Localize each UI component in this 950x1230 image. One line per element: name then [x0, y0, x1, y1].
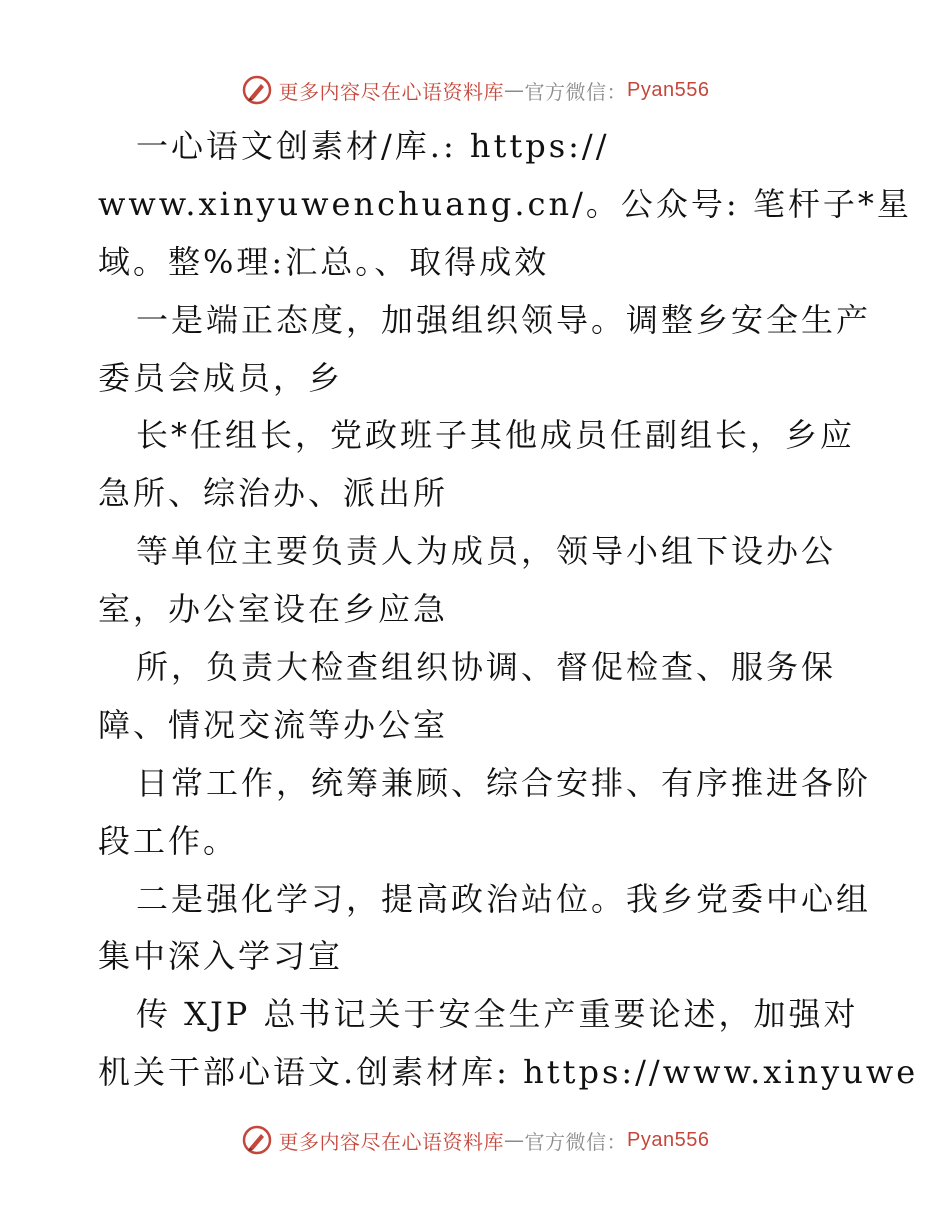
text-line: 日常工作，统筹兼顾、综合安排、有序推进各阶	[136, 763, 872, 802]
text-line: 传 XJP 总书记关于安全生产重要论述，加强对	[136, 995, 859, 1034]
document-body	[98, 118, 919, 1102]
pen-logo-icon	[241, 1124, 273, 1156]
banner-account: Pyan556	[627, 1128, 710, 1151]
banner-separator: —	[504, 1128, 525, 1152]
text-line: 段工作。	[98, 821, 239, 860]
banner-brand: 更多内容尽在心语资料库	[278, 79, 505, 104]
banner-wechat-label: 官方微信：	[524, 1129, 628, 1154]
text-line: 长*任组长，党政班子其他成员任副组长，乡应	[136, 416, 856, 455]
text-line: 二是强化学习，提高政治站位。我乡党委中心组	[136, 879, 872, 918]
pen-logo-icon	[241, 74, 273, 106]
banner-wechat-label: 官方微信：	[524, 79, 628, 104]
text-line: 急所、综治办、派出所	[98, 474, 449, 513]
footer-banner	[0, 1120, 950, 1160]
banner-account: Pyan556	[627, 78, 710, 101]
text-line: 等单位主要负责人为成员，领导小组下设办公	[136, 532, 837, 571]
header-banner	[0, 70, 950, 110]
text-line: 委员会成员，乡	[98, 358, 344, 397]
text-line: 所，负责大检查组织协调、督促检查、服务保	[136, 648, 837, 687]
banner-brand: 更多内容尽在心语资料库	[278, 1129, 505, 1154]
banner-separator: —	[504, 78, 525, 102]
text-line: 障、情况交流等办公室	[98, 705, 449, 744]
text-line: 一心语文创素材/库.: https://	[136, 127, 610, 165]
text-line: 一是端正态度，加强组织领导。调整乡安全生产	[136, 300, 872, 339]
text-line: 机关干部心语文.创素材库: https://www.xinyuwe	[98, 1053, 919, 1092]
text-line: www.xinyuwenchuang.cn/。公众号: 笔杆子*星	[98, 184, 912, 223]
text-line: 域。整%理:汇总。、取得成效	[98, 242, 550, 281]
text-line: 集中深入学习宣	[98, 937, 344, 976]
text-line: 室，办公室设在乡应急	[98, 590, 449, 629]
